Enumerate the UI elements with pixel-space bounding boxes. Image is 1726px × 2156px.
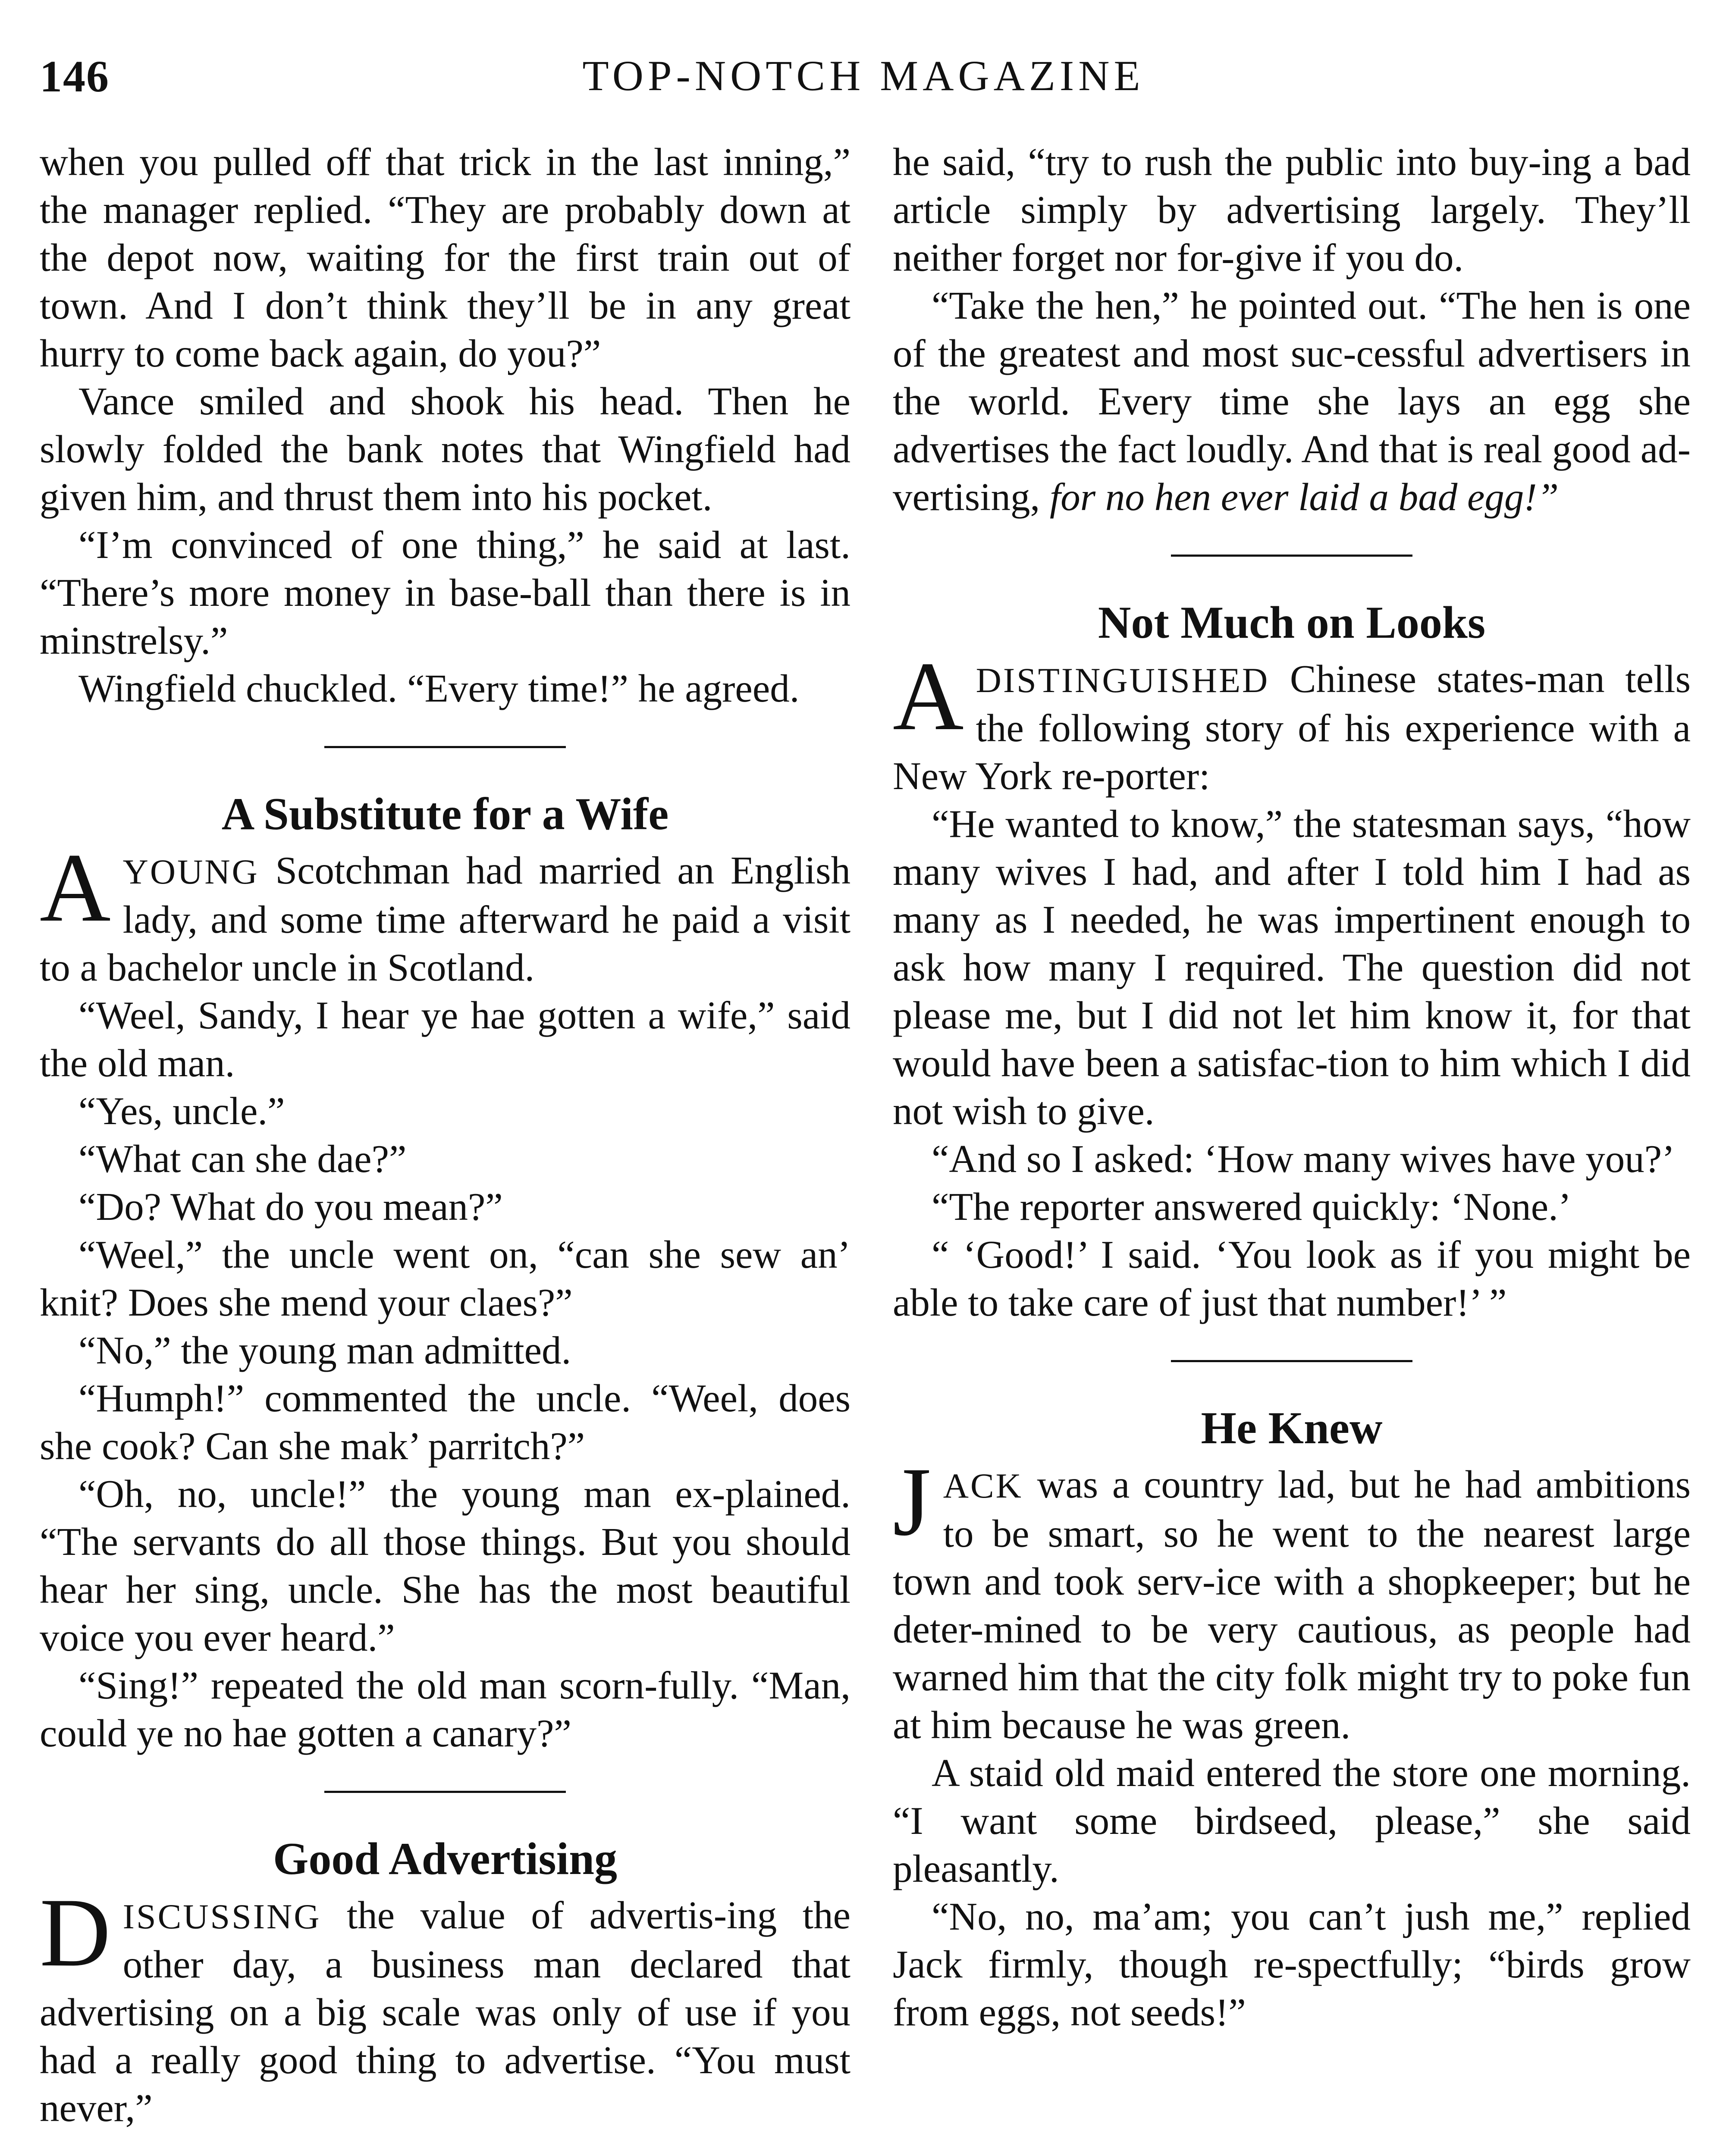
story-continued xyxy=(40,138,850,712)
article-title: Good Advertising xyxy=(273,1833,618,1884)
article-title: A Substitute for a Wife xyxy=(221,789,669,839)
italic-punchline: for no hen ever laid a bad egg!” xyxy=(1049,475,1559,519)
paragraph: “No, no, ma’am; you can’t jush me,” replied Jack firmly, though re-spectfully; “birds grow from eggs, not seeds!” xyxy=(893,1895,1691,2034)
lead-caps: DISTINGUISHED xyxy=(976,661,1270,700)
paragraph: “Weel,” the uncle went on, “can she sew an’ knit? Does she mend your claes?” xyxy=(40,1233,850,1324)
page-header xyxy=(40,51,1687,116)
left-column xyxy=(40,138,850,2132)
drop-cap: J xyxy=(893,1448,931,1556)
paragraph: “And so I asked: ‘How many wives have you?’ xyxy=(932,1137,1675,1181)
paragraph: “The reporter answered quickly: ‘None.’ xyxy=(932,1185,1572,1228)
paragraph: “I’m convinced of one thing,” he said at last. “There’s more money in base-ball than there is in minstrelsy.” xyxy=(40,523,850,662)
lead-caps: ISCUSSING xyxy=(122,1897,321,1936)
article-title: He Knew xyxy=(1201,1403,1383,1453)
lead-paragraph xyxy=(40,834,850,991)
paragraph xyxy=(893,282,1691,521)
drop-cap: A xyxy=(40,834,111,942)
lead-text: Chinese states-man tells the following story of his experience with a New York re-porter: xyxy=(893,657,1691,798)
lead-caps: ACK xyxy=(943,1466,1023,1505)
section-divider xyxy=(1171,555,1412,557)
paragraph-text: “Take the hen,” he pointed out. “The hen is one of the greatest and most suc-cessful advertisers in the world. Every time she lays an egg she advertises the fact loudly. And that is real good ad-vertising, xyxy=(893,284,1691,519)
paragraph: “He wanted to know,” the statesman says, “how many wives I had, and after I told him I had as many as I needed, he was impertinent enough to ask how many I required. The question did not please me, but I did not let him know it, for that would have been a satisfac-tion to him which I did not wish to give. xyxy=(893,802,1691,1133)
lead-paragraph xyxy=(893,1448,1691,1749)
lead-paragraph xyxy=(40,1878,850,2132)
paragraph: A staid old maid entered the store one morning. “I want some birdseed, please,” she said pleasantly. xyxy=(893,1751,1691,1890)
article-he-knew xyxy=(893,1402,1691,2036)
drop-cap: D xyxy=(40,1878,111,1987)
paragraph: Wingfield chuckled. “Every time!” he agreed. xyxy=(78,667,800,710)
paragraph: “Yes, uncle.” xyxy=(78,1089,285,1133)
paragraph: “Weel, Sandy, I hear ye hae gotten a wife,” said the old man. xyxy=(40,993,850,1085)
article-substitute-for-a-wife xyxy=(40,788,850,1757)
paragraph: he said, “try to rush the public into buy-ing a bad article simply by advertising largely. They’ll neither forget nor for-give if you do. xyxy=(893,140,1691,279)
article-title: Not Much on Looks xyxy=(1098,597,1486,648)
page-number: 146 xyxy=(40,52,110,101)
section-divider xyxy=(1171,1360,1412,1362)
article-good-advertising-continued xyxy=(893,138,1691,521)
paragraph: “No,” the young man admitted. xyxy=(78,1329,571,1372)
paragraph: Vance smiled and shook his head. Then he slowly folded the bank notes that Wingfield had given him, and thrust them into his pocket. xyxy=(40,379,850,519)
lead-text: the value of advertis-ing the other day, a business man declared that advertising on a big scale was only of use if you had a really good thing to advertise. “You must never,” xyxy=(40,1893,850,2130)
paragraph: “Humph!” commented the uncle. “Weel, does she cook? Can she mak’ parritch?” xyxy=(40,1376,850,1468)
lead-paragraph xyxy=(893,642,1691,800)
lead-caps: YOUNG xyxy=(122,852,259,891)
paragraph: “What can she dae?” xyxy=(78,1137,407,1181)
article-not-much-on-looks xyxy=(893,596,1691,1326)
paragraph: “ ‘Good!’ I said. ‘You look as if you might be able to take care of just that number!’ ” xyxy=(893,1233,1691,1324)
drop-cap: A xyxy=(893,642,964,751)
section-divider xyxy=(324,1791,566,1793)
lead-text: was a country lad, but he had ambitions to be smart, so he went to the nearest large town and took serv-ice with a shopkeeper; but he deter-mined to be very cautious, as people had warned him that the city folk might try to poke fun at him because he was green. xyxy=(893,1463,1691,1747)
paragraph: “Sing!” repeated the old man scorn-fully. “Man, could ye no hae gotten a canary?” xyxy=(40,1664,850,1755)
right-column xyxy=(893,138,1691,2036)
running-head: TOP-NOTCH MAGAZINE xyxy=(582,52,1145,100)
article-good-advertising xyxy=(40,1833,850,2132)
lead-text: Scotchman had married an English lady, and some time afterward he paid a visit to a bachelor uncle in Scotland. xyxy=(40,849,850,989)
section-divider xyxy=(324,746,566,748)
paragraph: “Oh, no, uncle!” the young man ex-plained. “The servants do all those things. But you should hear her sing, uncle. She has the most beautiful voice you ever heard.” xyxy=(40,1472,850,1659)
paragraph: when you pulled off that trick in the last inning,” the manager replied. “They are probably down at the depot now, waiting for the first train out of town. And I don’t think they’ll be in any great hurry to come back again, do you?” xyxy=(40,140,850,375)
paragraph: “Do? What do you mean?” xyxy=(78,1185,503,1228)
